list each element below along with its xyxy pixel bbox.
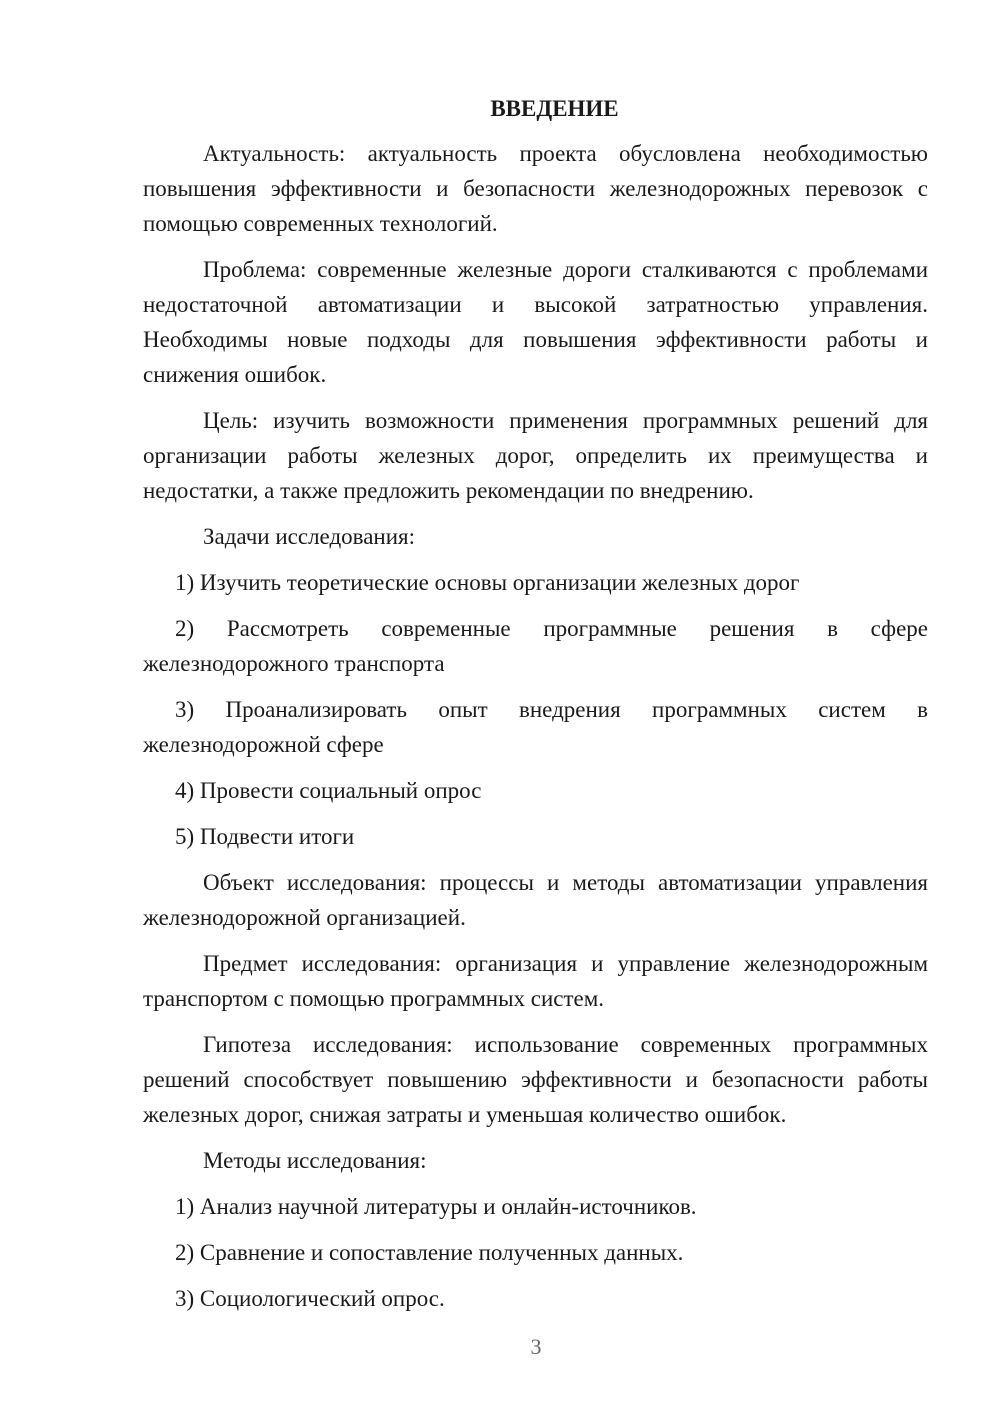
paragraph-hypothesis: Гипотеза исследования: использование современных программных решений способствует повышению эффективности и безопасности работы железных дорог, снижая затраты и уменьшая количество ошибок.	[143, 1032, 928, 1127]
task-item-1: 1) Изучить теоретические основы организации железных дорог	[175, 570, 800, 595]
task-item-4: 4) Провести социальный опрос	[175, 778, 482, 803]
paragraph-object: Объект исследования: процессы и методы автоматизации управления железнодорожной организацией.	[143, 870, 928, 930]
methods-heading: Методы исследования:	[203, 1148, 427, 1173]
paragraph-goal: Цель: изучить возможности применения программных решений для организации работы железных дорог, определить их преимущества и недостатки, а также предложить рекомендации по внедрению.	[143, 408, 928, 503]
tasks-heading: Задачи исследования:	[203, 524, 416, 549]
paragraph-problem: Проблема: современные железные дороги сталкиваются с проблемами недостаточной автоматизации и высокой затратностью управления. Необходимы новые подходы для повышения эффективности работы и снижения ошибок.	[143, 257, 928, 387]
method-item-1: 1) Анализ научной литературы и онлайн-источников.	[175, 1194, 697, 1219]
paragraph-subject: Предмет исследования: организация и управление железнодорожным транспортом с помощью программных систем.	[143, 951, 928, 1011]
method-item-3: 3) Социологический опрос.	[175, 1286, 445, 1311]
page-number: 3	[530, 1334, 542, 1359]
task-item-3: 3) Проанализировать опыт внедрения программных систем в железнодорожной сфере	[143, 697, 928, 757]
task-item-2: 2) Рассмотреть современные программные решения в сфере железнодорожного транспорта	[143, 616, 928, 676]
paragraph-relevance: Актуальность: актуальность проекта обусловлена необходимостью повышения эффективности и безопасности железнодорожных перевозок с помощью современных технологий.	[143, 141, 928, 236]
section-title: ВВЕДЕНИЕ	[490, 96, 619, 121]
task-item-5: 5) Подвести итоги	[175, 824, 355, 849]
method-item-2: 2) Сравнение и сопоставление полученных данных.	[175, 1240, 684, 1265]
